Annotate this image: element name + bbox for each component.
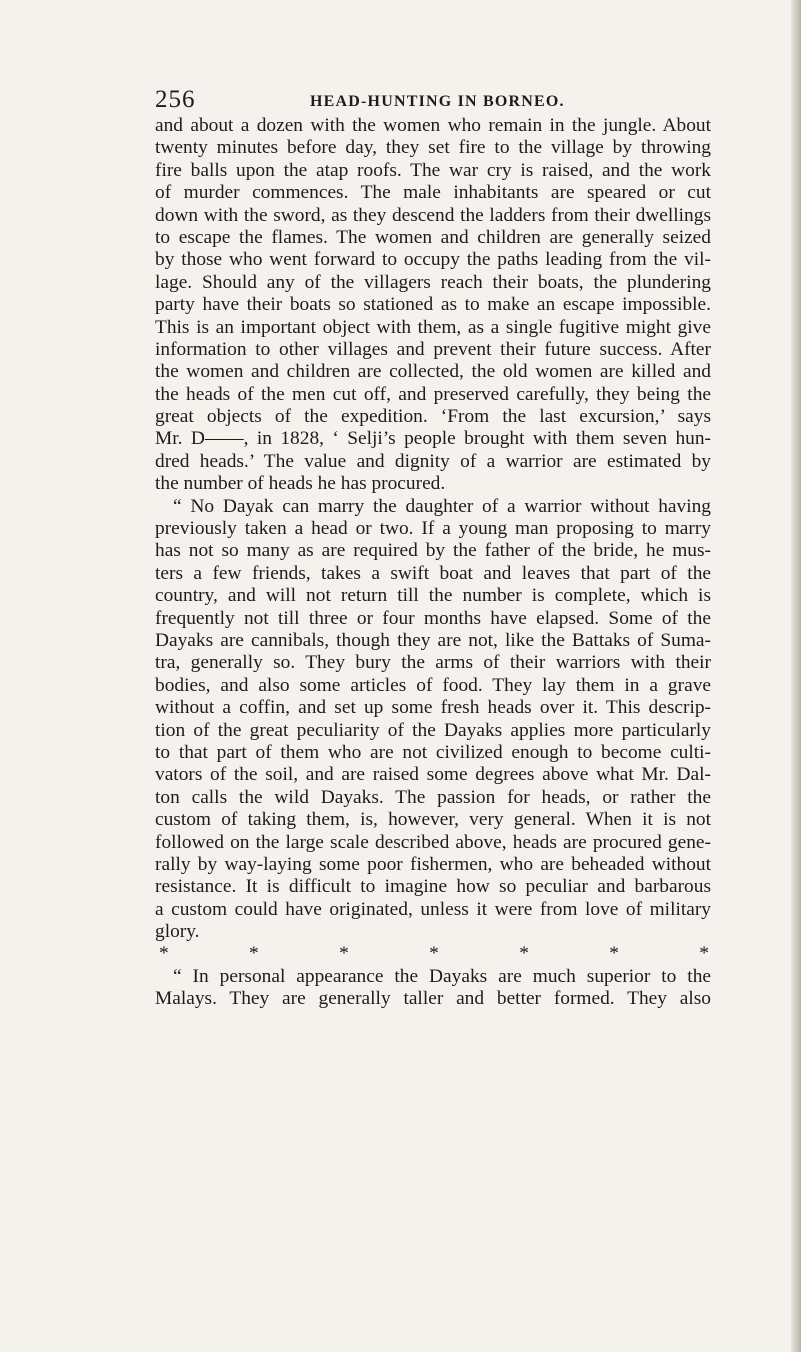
text-line: Malays. They are generally taller and better formed. They also xyxy=(155,988,711,1010)
text-line: rally by way-laying some poor fishermen, who are beheaded without xyxy=(155,853,711,875)
text-line: ton calls the wild Dayaks. The passion for heads, or rather the xyxy=(155,786,711,808)
page-number: 256 xyxy=(155,86,196,113)
text-line: ters a few friends, takes a swift boat and leaves that part of the xyxy=(155,562,711,584)
text-line: followed on the large scale described above, heads are procured gene- xyxy=(155,831,711,853)
text-line: previously taken a head or two. If a young man proposing to marry xyxy=(155,518,711,540)
text-line: to escape the flames. The women and children are generally seized xyxy=(155,226,711,248)
text-line: a custom could have originated, unless it were from love of military xyxy=(155,898,711,920)
text-line: twenty minutes before day, they set fire to the village by throwing xyxy=(155,137,711,159)
asterisk: * xyxy=(519,943,529,965)
text-line: has not so many as are required by the father of the bride, he mus- xyxy=(155,540,711,562)
text-line: bodies, and also some articles of food. They lay them in a grave xyxy=(155,674,711,696)
text-line: tion of the great peculiarity of the Dayaks applies more particularly xyxy=(155,719,711,741)
text-line: down with the sword, as they descend the ladders from their dwellings xyxy=(155,204,711,226)
text-line: tra, generally so. They bury the arms of their warriors with their xyxy=(155,652,711,674)
text-line: party have their boats so stationed as to make an escape impossible. xyxy=(155,294,711,316)
asterisk: * xyxy=(249,943,259,965)
text-line: great objects of the expedition. ‘From the last excursion,’ says xyxy=(155,406,711,428)
text-line: dred heads.’ The value and dignity of a warrior are estimated by xyxy=(155,450,711,472)
text-line: without a coffin, and set up some fresh heads over it. This descrip- xyxy=(155,697,711,719)
text-line: frequently not till three or four months have elapsed. Some of the xyxy=(155,607,711,629)
asterisk: * xyxy=(339,943,349,965)
text-line: information to other villages and prevent their future success. After xyxy=(155,338,711,360)
text-line: “ No Dayak can marry the daughter of a warrior without having xyxy=(173,495,711,517)
text-line: glory. xyxy=(155,921,200,943)
text-line: the number of heads he has procured. xyxy=(155,473,446,495)
text-line: of murder commences. The male inhabitants are speared or cut xyxy=(155,182,711,204)
text-line: Dayaks are cannibals, though they are not, like the Battaks of Suma- xyxy=(155,629,711,651)
text-line: the heads of the men cut off, and preserved carefully, they being the xyxy=(155,383,711,405)
text-line: lage. Should any of the villagers reach their boats, the plundering xyxy=(155,271,711,293)
text-line: “ In personal appearance the Dayaks are much superior to the xyxy=(173,965,711,987)
text-line: to that part of them who are not civilized enough to become culti- xyxy=(155,741,711,763)
asterisk: * xyxy=(429,943,439,965)
text-line: by those who went forward to occupy the paths leading from the vil- xyxy=(155,249,711,271)
page-edge-shadow xyxy=(791,0,801,1352)
text-line: This is an important object with them, as a single fugitive might give xyxy=(155,316,711,338)
text-line: and about a dozen with the women who remain in the jungle. About xyxy=(155,115,711,136)
text-line: country, and will not return till the number is complete, which is xyxy=(155,585,711,607)
text-line: the women and children are collected, the old women are killed and xyxy=(155,361,711,383)
text-line: fire balls upon the atap roofs. The war cry is raised, and the work xyxy=(155,159,711,181)
body-text xyxy=(155,115,711,1011)
text-line: Mr. D——, in 1828, ‘ Selji’s people brought with them seven hun- xyxy=(155,428,711,450)
asterisk: * xyxy=(699,943,709,965)
running-title: HEAD-HUNTING IN BORNEO. xyxy=(310,93,565,110)
text-line: resistance. It is difficult to imagine how so peculiar and barbarous xyxy=(155,876,711,898)
text-line: custom of taking them, is, however, very general. When it is not xyxy=(155,809,711,831)
asterisk: * xyxy=(159,943,169,965)
text-line: vators of the soil, and are raised some degrees above what Mr. Dal- xyxy=(155,764,711,786)
section-break xyxy=(155,943,711,965)
asterisk: * xyxy=(609,943,619,965)
